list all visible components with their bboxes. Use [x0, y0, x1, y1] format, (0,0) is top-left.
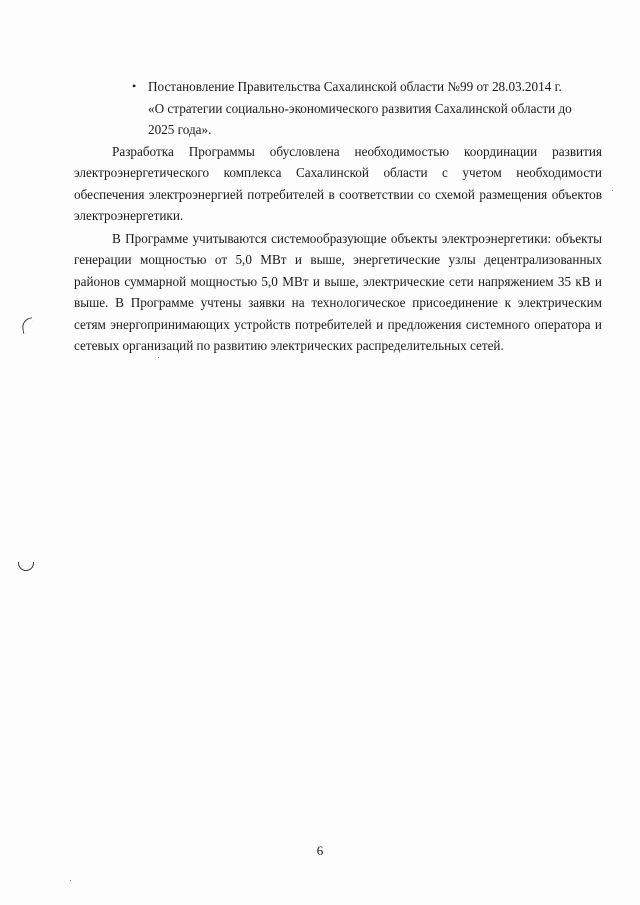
paragraph-scope: В Программе учитываются системообразующие объекты электроэнергетики: объекты генерации мощностью от 5,0 МВт и выше, энергетические узлы децентрализованных районов суммарной мощностью 5,0 МВт и выше, электрические сети напряжением 35 кВ и выше. В Программе учтены заявки на технологическое присоединение к электрическим сетям энергопринимающих устройств потребителей и предложения системного оператора и сетевых организаций по развитию электрических распределительных сетей. — [74, 230, 602, 353]
paragraph-purpose: Разработка Программы обусловлена необходимостью координации развития электроэнергетического комплекса Сахалинской области с учетом необходимости обеспечения электроэнергией потребителей в соответствии со схемой размещения объектов электроэнергетики. — [74, 143, 602, 223]
scan-speck — [70, 880, 71, 881]
page-number: 6 — [316, 843, 324, 858]
scan-speck — [612, 190, 613, 191]
page-body — [74, 76, 602, 357]
scan-mark-bottom — [18, 562, 34, 571]
bullet-list-item — [132, 76, 602, 141]
bullet-icon: • — [132, 79, 137, 93]
scan-mark-top — [21, 317, 34, 333]
scan-speck — [158, 357, 159, 358]
bullet-text: Постановление Правительства Сахалинской области №99 от 28.03.2014 г. «О стратегии социально-экономического развития Сахалинской области до 2025 года». — [148, 79, 572, 137]
